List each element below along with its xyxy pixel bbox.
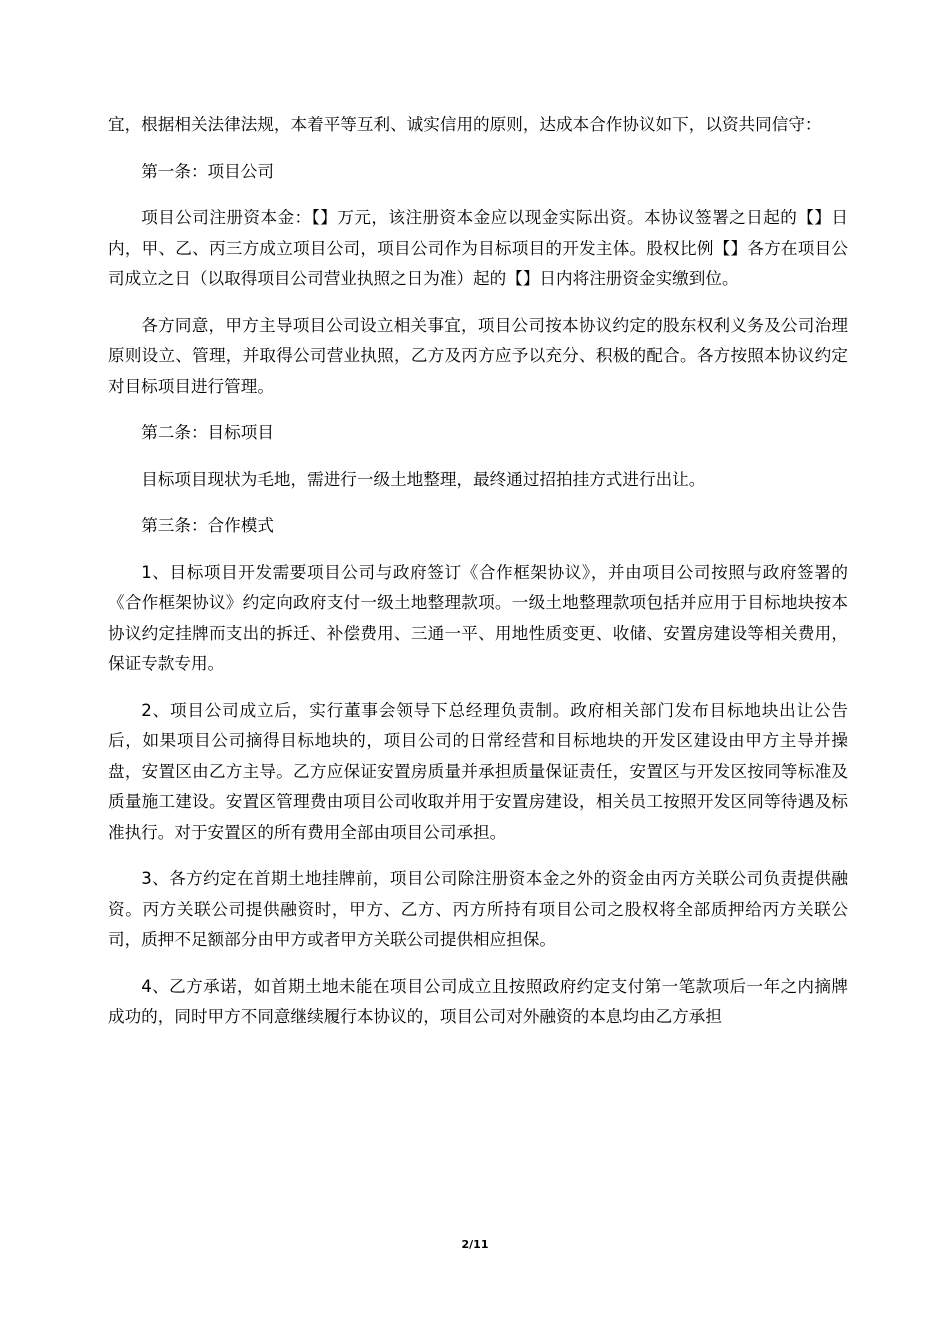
paragraph: 第二条：目标项目 <box>141 423 274 442</box>
paragraph: 项目公司注册资本金：【】万元，该注册资本金应以现金实际出资。本协议签署之日起的【】日内，甲、乙、丙三方成立项目公司，项目公司作为目标项目的开发主体。股权比例【】各方在项目公司成立之日（以取得项目公司营业执照之日为准）起的【】日内将注册资金实缴到位。 <box>108 208 848 288</box>
paragraph: 各方同意，甲方主导项目公司设立相关事宜，项目公司按本协议约定的股东权利义务及公司治理原则设立、管理，并取得公司营业执照，乙方及丙方应予以充分、积极的配合。各方按照本协议约定对目标项目进行管理。 <box>108 315 848 396</box>
paragraph: 2、项目公司成立后，实行董事会领导下总经理负责制。政府相关部门发布目标地块出让公告后，如果项目公司摘得目标地块的，项目公司的日常经营和目标地块的开发区建设由甲方主导并操盘，安置区由乙方主导。乙方应保证安置房质量并承担质量保证责任，安置区与开发区按同等标准及质量施工建设。安置区管理费由项目公司收取并用于安置房建设，相关员工按照开发区同等待遇及标准执行。对于安置区的所有费用全部由项目公司承担。 <box>108 700 848 842</box>
paragraph: 第一条：项目公司 <box>141 161 274 181</box>
document-body <box>108 110 848 1049</box>
page-number: 2/11 <box>461 1238 489 1251</box>
paragraph: 3、各方约定在首期土地挂牌前，项目公司除注册资本金之外的资金由丙方关联公司负责提供融资。丙方关联公司提供融资时，甲方、乙方、丙方所持有项目公司之股权将全部质押给丙方关联公司，质押不足额部分由甲方或者甲方关联公司提供相应担保。 <box>108 869 848 949</box>
paragraph: 宜，根据相关法律法规，本着平等互利、诚实信用的原则，达成本合作协议如下，以资共同信守： <box>108 115 822 134</box>
paragraph: 4、乙方承诺，如首期土地未能在项目公司成立且按照政府约定支付第一笔款项后一年之内摘牌成功的，同时甲方不同意继续履行本协议的，项目公司对外融资的本息均由乙方承担 <box>108 976 848 1026</box>
paragraph: 1、目标项目开发需要项目公司与政府签订《合作框架协议》，并由项目公司按照与政府签署的《合作框架协议》约定向政府支付一级土地整理款项。一级土地整理款项包括并应用于目标地块按本协议约定挂牌而支出的拆迁、补偿费用、三通一平、用地性质变更、收储、安置房建设等相关费用，保证专款专用。 <box>108 562 848 673</box>
paragraph: 目标项目现状为毛地，需进行一级土地整理，最终通过招拍挂方式进行出让。 <box>141 469 706 489</box>
paragraph: 第三条：合作模式 <box>141 516 274 535</box>
